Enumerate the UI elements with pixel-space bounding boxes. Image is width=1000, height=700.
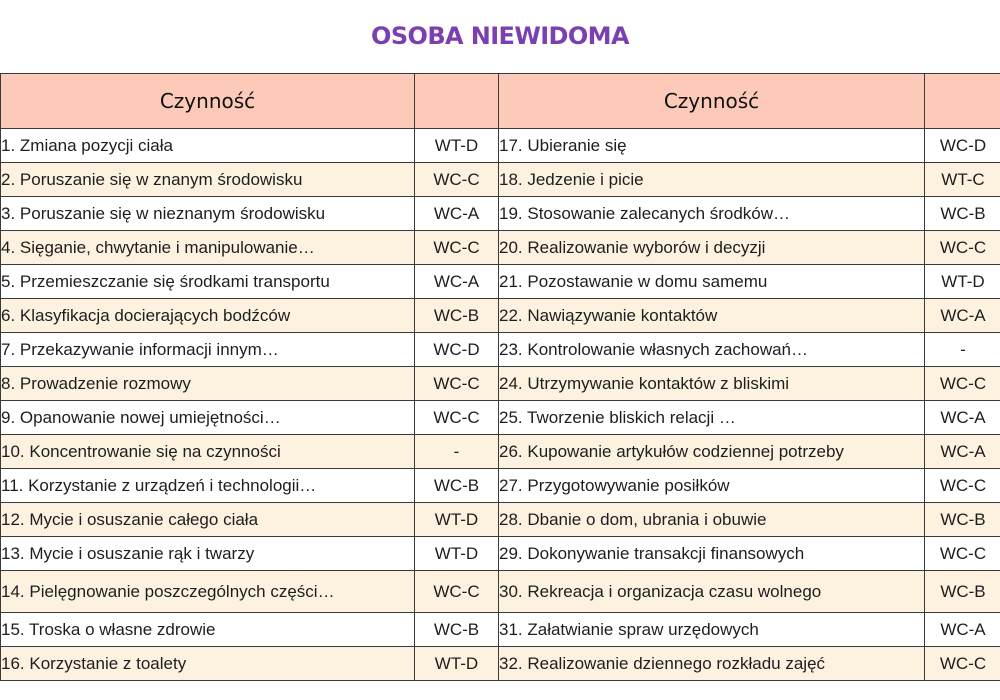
activity-name-left: 5. Przemieszczanie się środkami transportu [1,265,415,299]
activity-name-left: 10. Koncentrowanie się na czynności [1,435,415,469]
activity-code-left: WC-B [415,469,499,503]
activity-name-right: 22. Nawiązywanie kontaktów [499,299,925,333]
activity-name-right: 25. Tworzenie bliskich relacji … [499,401,925,435]
activity-code-left: - [415,435,499,469]
activity-code-right: WC-A [925,299,1000,333]
table-row [1,469,1000,503]
activity-code-right: WC-C [925,537,1000,571]
activity-name-left: 1. Zmiana pozycji ciała [1,129,415,163]
activity-name-left: 7. Przekazywanie informacji innym… [1,333,415,367]
table-row [1,163,1000,197]
activity-code-right: WC-A [925,401,1000,435]
activity-code-left: WC-B [415,299,499,333]
activity-code-right: WC-A [925,435,1000,469]
activity-name-left: 3. Poruszanie się w nieznanym środowisku [1,197,415,231]
table-row [1,333,1000,367]
activity-code-right: WC-B [925,503,1000,537]
activity-code-left: WT-D [415,537,499,571]
table-row [1,129,1000,163]
activity-code-right: WC-B [925,571,1000,613]
table-row [1,401,1000,435]
activity-code-right: WC-B [925,197,1000,231]
table-row [1,367,1000,401]
activity-name-left: 9. Opanowanie nowej umiejętności… [1,401,415,435]
table-row [1,537,1000,571]
activity-name-left: 13. Mycie i osuszanie rąk i twarzy [1,537,415,571]
activity-name-right: 20. Realizowanie wyborów i decyzji [499,231,925,265]
activity-name-left: 4. Sięganie, chwytanie i manipulowanie… [1,231,415,265]
activity-code-left: WC-C [415,401,499,435]
activity-code-left: WC-A [415,265,499,299]
column-header-code-right [925,74,1000,129]
activity-name-left: 15. Troska o własne zdrowie [1,613,415,647]
activity-code-right: WC-C [925,647,1000,681]
table-row [1,299,1000,333]
activity-name-right: 23. Kontrolowanie własnych zachowań… [499,333,925,367]
column-header-activity-right: Czynność [499,74,925,129]
activity-code-left: WC-C [415,231,499,265]
activity-name-right: 19. Stosowanie zalecanych środków… [499,197,925,231]
activity-code-right: WC-A [925,613,1000,647]
activity-code-right: WC-C [925,469,1000,503]
activity-name-right: 24. Utrzymywanie kontaktów z bliskimi [499,367,925,401]
activity-name-right: 29. Dokonywanie transakcji finansowych [499,537,925,571]
table-row [1,613,1000,647]
activity-code-left: WC-D [415,333,499,367]
activity-code-left: WT-D [415,647,499,681]
activity-name-right: 30. Rekreacja i organizacja czasu wolnego [499,571,925,613]
activity-code-left: WC-A [415,197,499,231]
activity-name-left: 2. Poruszanie się w znanym środowisku [1,163,415,197]
activity-name-left: 8. Prowadzenie rozmowy [1,367,415,401]
table-row [1,265,1000,299]
column-header-activity-left: Czynność [1,74,415,129]
page-title: OSOBA NIEWIDOMA [371,22,629,50]
activity-name-left: 16. Korzystanie z toalety [1,647,415,681]
activity-code-left: WC-B [415,613,499,647]
column-header-code-left [415,74,499,129]
table-row [1,435,1000,469]
activity-code-left: WT-D [415,503,499,537]
activity-name-right: 32. Realizowanie dziennego rozkładu zajęć [499,647,925,681]
activity-name-right: 17. Ubieranie się [499,129,925,163]
table-row [1,647,1000,681]
activity-code-left: WT-D [415,129,499,163]
table-row [1,197,1000,231]
activity-code-right: WC-D [925,129,1000,163]
activity-name-right: 18. Jedzenie i picie [499,163,925,197]
activity-name-right: 26. Kupowanie artykułów codziennej potrzeby [499,435,925,469]
activity-code-right: - [925,333,1000,367]
activity-code-right: WC-C [925,367,1000,401]
table-row [1,503,1000,537]
activity-name-left: 11. Korzystanie z urządzeń i technologii… [1,469,415,503]
activity-name-right: 27. Przygotowywanie posiłków [499,469,925,503]
activity-code-right: WC-C [925,231,1000,265]
activity-code-right: WT-D [925,265,1000,299]
activity-code-right: WT-C [925,163,1000,197]
activity-name-left: 14. Pielęgnowanie poszczególnych części… [1,571,415,613]
activity-code-left: WC-C [415,163,499,197]
activity-code-left: WC-C [415,367,499,401]
activity-name-left: 6. Klasyfikacja docierających bodźców [1,299,415,333]
table-header-row [1,74,1000,129]
activity-table [0,73,1000,681]
activity-name-left: 12. Mycie i osuszanie całego ciała [1,503,415,537]
activity-name-right: 21. Pozostawanie w domu samemu [499,265,925,299]
table-row [1,571,1000,613]
activity-name-right: 31. Załatwianie spraw urzędowych [499,613,925,647]
activity-code-left: WC-C [415,571,499,613]
activity-name-right: 28. Dbanie o dom, ubrania i obuwie [499,503,925,537]
table-row [1,231,1000,265]
